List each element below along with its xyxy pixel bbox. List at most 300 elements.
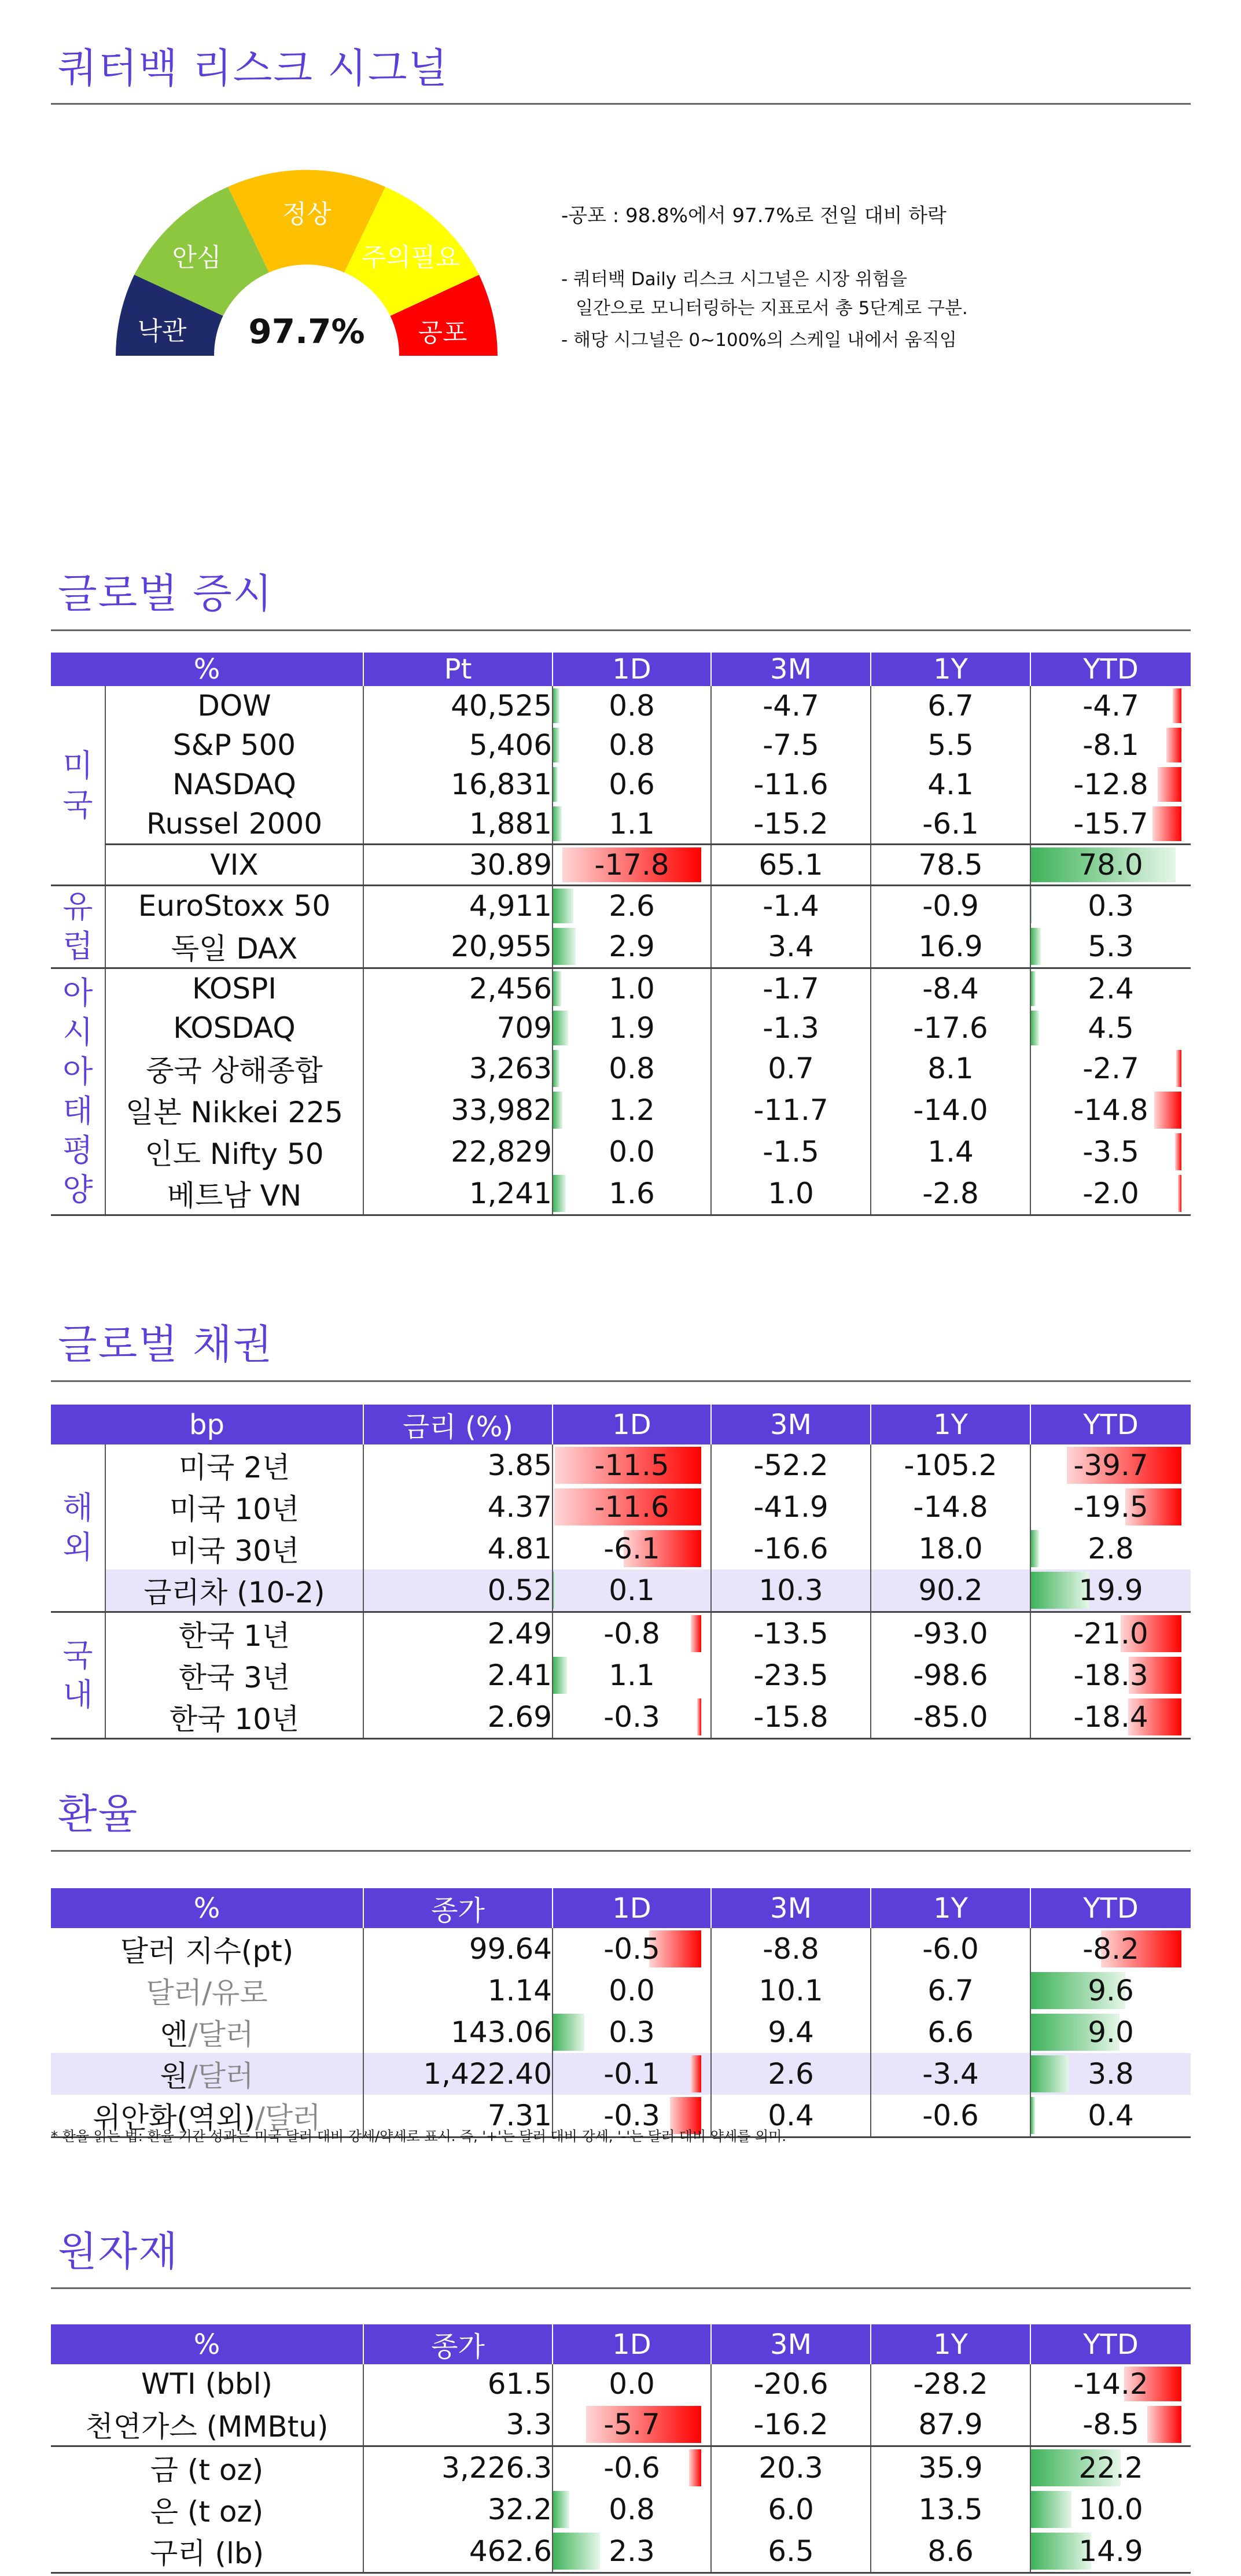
bond-rate: 2.69 (363, 1696, 553, 1739)
fx-close: 1,422.40 (363, 2053, 553, 2095)
fx-close: 7.31 (363, 2095, 553, 2138)
bond-row (51, 1569, 1191, 1612)
equity-1y: 6.7 (871, 686, 1030, 725)
commodity-1y: -28.2 (871, 2364, 1030, 2404)
bonds-rule (51, 1380, 1191, 1382)
commodities-header-1y: 1Y (871, 2324, 1030, 2364)
bond-1y: -105.2 (871, 1444, 1030, 1486)
fx-rule (51, 1850, 1191, 1852)
negative-bar (1154, 1092, 1181, 1129)
bar-cell (1030, 686, 1191, 725)
bar-value: -5.7 (603, 2408, 660, 2441)
equity-pt: 33,982 (363, 1089, 553, 1131)
bar-value: -8.1 (1082, 728, 1139, 762)
equity-1y: -14.0 (871, 1089, 1030, 1131)
equity-1y: 16.9 (871, 926, 1030, 968)
bond-name: 미국 10년 (105, 1486, 363, 1528)
bar-cell (1030, 926, 1191, 968)
bar-cell (553, 968, 711, 1009)
negative-bar (1176, 1050, 1181, 1087)
equity-pt: 16,831 (363, 765, 553, 804)
fx-1y: -6.0 (871, 1928, 1030, 1970)
signal-note-3: - 해당 시그널은 0~100%의 스케일 내에서 움직임 (561, 330, 957, 351)
bond-row (51, 1528, 1191, 1569)
equity-pt: 5,406 (363, 725, 553, 765)
bar-value: 2.8 (1088, 1532, 1134, 1565)
positive-bar (553, 889, 573, 923)
bonds-header-1y: 1Y (871, 1405, 1030, 1444)
positive-bar (553, 1092, 562, 1129)
bar-cell (1030, 2446, 1191, 2489)
bond-name: 미국 30년 (105, 1528, 363, 1569)
bonds-header-ytd: YTD (1083, 1408, 1139, 1441)
equity-row (51, 1173, 1191, 1215)
fx-header-close: 종가 (363, 1888, 553, 1928)
bar-cell (1030, 1528, 1191, 1569)
commodities-title: 원자재 (58, 2228, 179, 2275)
bar-cell (553, 804, 711, 845)
bar-value: -2.7 (1082, 1052, 1139, 1085)
bond-row (51, 1486, 1191, 1528)
bond-group-label: 해 외 (51, 1444, 105, 1612)
bar-value: -14.8 (1073, 1093, 1148, 1127)
negative-bar (691, 1615, 701, 1652)
signal-headline: -공포 : 98.8%에서 97.7%로 전일 대비 하락 (561, 204, 947, 227)
bar-value: -19.5 (1073, 1490, 1148, 1524)
equity-row (51, 886, 1191, 926)
equity-1y: -17.6 (871, 1008, 1030, 1048)
bar-value: -17.8 (594, 848, 669, 882)
negative-bar (689, 2449, 701, 2486)
bar-value: 0.1 (609, 1573, 655, 1607)
equity-header-ytd: YTD (1083, 653, 1139, 686)
bar-cell (553, 1654, 711, 1696)
bond-name: 한국 10년 (105, 1696, 363, 1739)
equity-name: DOW (105, 686, 363, 725)
commodity-row (51, 2364, 1191, 2404)
equity-3m: -4.7 (711, 686, 871, 725)
fx-name-base: 달러 (146, 1976, 202, 2010)
commodity-row (51, 2446, 1191, 2489)
positive-bar (1031, 1011, 1039, 1045)
equity-row (51, 725, 1191, 765)
bar-cell (553, 2489, 711, 2530)
commodity-close: 61.5 (363, 2364, 553, 2404)
bar-cell (1030, 886, 1191, 926)
fx-3m: 10.1 (711, 1970, 871, 2011)
equity-1y: 1.4 (871, 1131, 1030, 1173)
equity-name: 독일 DAX (105, 926, 363, 968)
commodity-1y: 87.9 (871, 2404, 1030, 2446)
bar-cell (553, 2364, 711, 2404)
bond-name: 한국 1년 (105, 1612, 363, 1655)
equity-3m: -7.5 (711, 725, 871, 765)
bar-cell (1030, 2364, 1191, 2404)
bar-value: 9.0 (1088, 2015, 1134, 2049)
bonds-table (51, 1405, 1191, 1740)
positive-bar (1031, 2491, 1071, 2528)
bar-cell (553, 845, 711, 886)
bonds-header-3m: 3M (711, 1405, 871, 1444)
bar-cell (553, 1486, 711, 1528)
equity-row (51, 1089, 1191, 1131)
bar-cell (1030, 968, 1191, 1009)
bar-value: 1.6 (609, 1177, 655, 1210)
equity-1y: 78.5 (871, 845, 1030, 886)
commodity-close: 3.3 (363, 2404, 553, 2446)
bar-value: -4.7 (1082, 689, 1139, 723)
negative-bar (691, 2055, 701, 2092)
positive-bar (553, 2014, 584, 2051)
fx-row (51, 1928, 1191, 1970)
bar-value: 0.3 (1088, 889, 1134, 923)
fx-table (51, 1888, 1191, 2138)
bonds-header-1d: 1D (553, 1405, 711, 1444)
commodities-header-ytd: YTD (1083, 2328, 1139, 2361)
positive-bar (1031, 2097, 1035, 2134)
bar-cell (1030, 1654, 1191, 1696)
equity-pt: 1,241 (363, 1173, 553, 1215)
equity-1y: -6.1 (871, 804, 1030, 845)
bar-cell (553, 1528, 711, 1569)
bond-1y: -98.6 (871, 1654, 1030, 1696)
bond-name: 금리차 (10-2) (105, 1569, 363, 1612)
equity-name: VIX (105, 845, 363, 886)
equity-name: 일본 Nikkei 225 (105, 1089, 363, 1131)
bar-value: 3.8 (1088, 2057, 1134, 2091)
bar-cell (1030, 1970, 1191, 2011)
equity-header-1y: 1Y (871, 653, 1030, 686)
bar-value: 2.6 (609, 889, 655, 923)
bonds-header-row (51, 1405, 1191, 1444)
bar-cell (553, 1089, 711, 1131)
commodity-1y: 8.6 (871, 2530, 1030, 2573)
bar-value: 19.9 (1078, 1573, 1143, 1607)
bar-cell (553, 1928, 711, 1970)
commodity-name: 금 (t oz) (51, 2446, 363, 2489)
bar-cell (1030, 2530, 1191, 2573)
equity-row (51, 1008, 1191, 1048)
bar-cell (553, 2404, 711, 2446)
positive-bar (1031, 971, 1036, 1006)
fx-name-base: 엔 (160, 2018, 188, 2051)
equity-row (51, 926, 1191, 968)
equity-1y: 5.5 (871, 725, 1030, 765)
commodity-3m: -20.6 (711, 2364, 871, 2404)
bar-value: 5.3 (1088, 930, 1134, 963)
bar-cell (1030, 1048, 1191, 1089)
equity-name: KOSPI (105, 968, 363, 1009)
positive-bar (553, 688, 559, 723)
bar-value: -0.6 (603, 2451, 660, 2485)
bond-rate: 2.49 (363, 1612, 553, 1655)
commodities-header-close: 종가 (363, 2324, 553, 2364)
bar-value: -2.0 (1082, 1177, 1139, 1210)
equity-row (51, 845, 1191, 886)
equity-3m: -1.4 (711, 886, 871, 926)
bar-value: 2.9 (609, 930, 655, 963)
bar-value: 14.9 (1078, 2534, 1143, 2568)
bond-row (51, 1612, 1191, 1655)
equity-3m: 3.4 (711, 926, 871, 968)
equity-pt: 709 (363, 1008, 553, 1048)
bar-cell (1030, 1612, 1191, 1655)
commodity-1y: 35.9 (871, 2446, 1030, 2489)
bar-value: -18.3 (1073, 1659, 1148, 1692)
bar-value: -11.5 (594, 1449, 669, 1482)
equity-row (51, 968, 1191, 1009)
bar-value: 1.9 (609, 1011, 655, 1045)
signal-note-1: - 쿼터백 Daily 리스크 시그널은 시장 위험을 (561, 269, 907, 290)
bar-value: -0.1 (603, 2057, 660, 2091)
equity-header-1d: 1D (553, 653, 711, 686)
bar-cell (553, 1444, 711, 1486)
bond-rate: 4.81 (363, 1528, 553, 1569)
bar-value: 0.8 (609, 2493, 655, 2526)
bond-3m: -41.9 (711, 1486, 871, 1528)
positive-bar (553, 928, 576, 965)
bar-cell (553, 1048, 711, 1089)
commodities-header-row (51, 2324, 1191, 2364)
equity-name: 베트남 VN (105, 1173, 363, 1215)
bar-cell (553, 1970, 711, 2011)
equity-rule (51, 629, 1191, 631)
fx-name-base: 원 (160, 2059, 188, 2093)
bonds-title: 글로벌 채권 (58, 1321, 274, 1368)
fx-close: 99.64 (363, 1928, 553, 1970)
bar-value: 0.4 (1088, 2099, 1134, 2132)
bar-cell (553, 1696, 711, 1739)
positive-bar (553, 806, 562, 841)
equity-3m: 1.0 (711, 1173, 871, 1215)
bond-row (51, 1654, 1191, 1696)
bar-cell (1030, 1486, 1191, 1528)
fx-3m: 9.4 (711, 2011, 871, 2053)
bar-cell (1030, 725, 1191, 765)
fx-3m: 0.4 (711, 2095, 871, 2138)
signal-rule (51, 103, 1191, 105)
bar-cell (553, 886, 711, 926)
bond-3m: -52.2 (711, 1444, 871, 1486)
bar-cell (1030, 1444, 1191, 1486)
equity-row (51, 804, 1191, 845)
bond-rate: 2.41 (363, 1654, 553, 1696)
equity-1y: 8.1 (871, 1048, 1030, 1089)
fx-1y: -0.6 (871, 2095, 1030, 2138)
equity-group-label: 유 럽 (51, 886, 105, 968)
fx-title: 환율 (58, 1790, 139, 1838)
bar-cell (1030, 1089, 1191, 1131)
bar-value: 0.8 (609, 728, 655, 762)
bar-cell (553, 2446, 711, 2489)
bar-value: 1.2 (609, 1093, 655, 1127)
equity-header-pt: Pt (363, 653, 553, 686)
bar-cell (1030, 2404, 1191, 2446)
bond-rate: 0.52 (363, 1569, 553, 1612)
fx-name-base: 위안화(역외) (93, 2101, 256, 2135)
gauge-value: 97.7% (248, 312, 365, 351)
bar-value: -39.7 (1073, 1449, 1148, 1482)
bar-cell (1030, 2011, 1191, 2053)
negative-bar (1173, 688, 1181, 723)
equity-3m: -15.2 (711, 804, 871, 845)
bond-1y: 90.2 (871, 1569, 1030, 1612)
bar-cell (553, 686, 711, 725)
commodity-name: 구리 (lb) (51, 2530, 363, 2573)
bond-rate: 4.37 (363, 1486, 553, 1528)
bar-value: 0.6 (609, 768, 655, 801)
bar-value: 1.0 (609, 972, 655, 1005)
equity-pt: 30.89 (363, 845, 553, 886)
bond-3m: -15.8 (711, 1696, 871, 1739)
negative-bar (697, 1698, 701, 1735)
commodities-header-3m: 3M (711, 2324, 871, 2364)
bar-cell (1030, 1008, 1191, 1048)
bar-cell (553, 926, 711, 968)
fx-name (51, 2011, 363, 2053)
bar-cell (1030, 1569, 1191, 1612)
fx-name-quote: /달러 (255, 2101, 321, 2135)
fx-row (51, 1970, 1191, 2011)
fx-close: 1.14 (363, 1970, 553, 2011)
equity-header-row (51, 653, 1191, 686)
fx-name (51, 1970, 363, 2011)
equity-3m: -11.6 (711, 765, 871, 804)
bar-value: -0.3 (603, 1700, 660, 1734)
fx-header-1d: 1D (553, 1888, 711, 1928)
commodity-close: 462.6 (363, 2530, 553, 2573)
positive-bar (553, 728, 559, 762)
equity-name: 중국 상해종합 (105, 1048, 363, 1089)
equity-header-unit: % (51, 653, 363, 686)
commodity-row (51, 2530, 1191, 2573)
fx-header-ytd: YTD (1083, 1892, 1139, 1925)
bar-cell (553, 1008, 711, 1048)
bond-1y: -85.0 (871, 1696, 1030, 1739)
fx-name-quote: /유로 (202, 1976, 268, 2010)
bar-value: -14.2 (1073, 2367, 1148, 2401)
equity-name: NASDAQ (105, 765, 363, 804)
fx-1y: 6.7 (871, 1970, 1030, 2011)
bar-cell (553, 1612, 711, 1655)
bar-value: 2.4 (1088, 972, 1134, 1005)
bar-value: -0.3 (603, 2099, 660, 2132)
bar-cell (553, 1173, 711, 1215)
bar-cell (553, 1569, 711, 1612)
equity-pt: 4,911 (363, 886, 553, 926)
positive-bar (553, 971, 561, 1006)
bond-3m: -13.5 (711, 1612, 871, 1655)
fx-1y: -3.4 (871, 2053, 1030, 2095)
bar-value: -0.5 (603, 1932, 660, 1966)
commodity-name: 천연가스 (MMBtu) (51, 2404, 363, 2446)
bar-cell (1030, 845, 1191, 886)
commodity-row (51, 2489, 1191, 2530)
commodities-header-1d: 1D (553, 2324, 711, 2364)
bar-value: -18.4 (1073, 1700, 1148, 1734)
equity-3m: -1.3 (711, 1008, 871, 1048)
fx-header-row (51, 1888, 1191, 1928)
bar-value: 22.2 (1078, 2451, 1143, 2485)
bond-3m: -16.6 (711, 1528, 871, 1569)
equity-name: KOSDAQ (105, 1008, 363, 1048)
commodity-3m: 6.0 (711, 2489, 871, 2530)
bar-value: 4.5 (1088, 1011, 1134, 1045)
equity-pt: 22,829 (363, 1131, 553, 1173)
gauge-label-normal: 정상 (282, 200, 332, 229)
risk-gauge (116, 165, 498, 356)
fx-row (51, 2053, 1191, 2095)
bar-value: 1.1 (609, 807, 655, 841)
equity-row (51, 686, 1191, 725)
commodity-3m: 20.3 (711, 2446, 871, 2489)
equity-1y: -8.4 (871, 968, 1030, 1009)
bar-value: 2.3 (609, 2534, 655, 2568)
equity-group-label: 아 시 아 태 평 양 (51, 968, 105, 1215)
fx-header-unit: % (51, 1888, 363, 1928)
equity-3m: 65.1 (711, 845, 871, 886)
positive-bar (1031, 928, 1041, 965)
equity-3m: -1.5 (711, 1131, 871, 1173)
bond-group-label: 국 내 (51, 1612, 105, 1739)
negative-bar (1158, 767, 1181, 802)
fx-close: 143.06 (363, 2011, 553, 2053)
negative-bar (1166, 728, 1181, 762)
bar-value: -11.6 (594, 1490, 669, 1524)
equity-row (51, 765, 1191, 804)
bar-value: 0.0 (609, 1974, 655, 2007)
equity-pt: 20,955 (363, 926, 553, 968)
positive-bar (1031, 889, 1032, 923)
equity-3m: -11.7 (711, 1089, 871, 1131)
negative-bar (1152, 806, 1181, 841)
bond-row (51, 1444, 1191, 1486)
equity-1y: 4.1 (871, 765, 1030, 804)
equity-row (51, 1131, 1191, 1173)
bar-value: 78.0 (1078, 848, 1143, 882)
fx-3m: 2.6 (711, 2053, 871, 2095)
positive-bar (553, 1175, 566, 1212)
bar-value: -8.2 (1082, 1932, 1139, 1966)
signal-note-2: 일간으로 모니터링하는 지표로서 총 5단계로 구분. (576, 298, 968, 319)
equity-pt: 2,456 (363, 968, 553, 1009)
commodities-table (51, 2324, 1191, 2574)
bond-row (51, 1696, 1191, 1739)
bond-name: 미국 2년 (105, 1444, 363, 1486)
bar-cell (1030, 1928, 1191, 1970)
fx-footnote: * 환율 읽는 법: 환율 기간 성과는 미국 달러 대비 강세/약세로 표시. 즉, '+'는 달러 대비 강세, '-'는 달러 대비 약세를 의미. (51, 2128, 786, 2144)
bar-cell (553, 2053, 711, 2095)
negative-bar (1175, 1133, 1181, 1170)
positive-bar (1031, 2055, 1069, 2092)
bar-cell (1030, 2489, 1191, 2530)
positive-bar (553, 2533, 600, 2570)
bar-cell (1030, 1131, 1191, 1173)
gauge-label-relief: 안심 (172, 243, 222, 272)
bar-value: 1.1 (609, 1659, 655, 1692)
fx-name (51, 1928, 363, 1970)
equity-pt: 40,525 (363, 686, 553, 725)
equity-1y: -2.8 (871, 1173, 1030, 1215)
positive-bar (553, 1572, 554, 1609)
commodity-close: 3,226.3 (363, 2446, 553, 2489)
bar-value: 0.8 (609, 689, 655, 723)
fx-row (51, 2011, 1191, 2053)
bar-cell (1030, 1696, 1191, 1739)
equity-1y: -0.9 (871, 886, 1030, 926)
bar-value: -6.1 (603, 1532, 660, 1565)
gauge-label-fear: 공포 (418, 318, 467, 348)
